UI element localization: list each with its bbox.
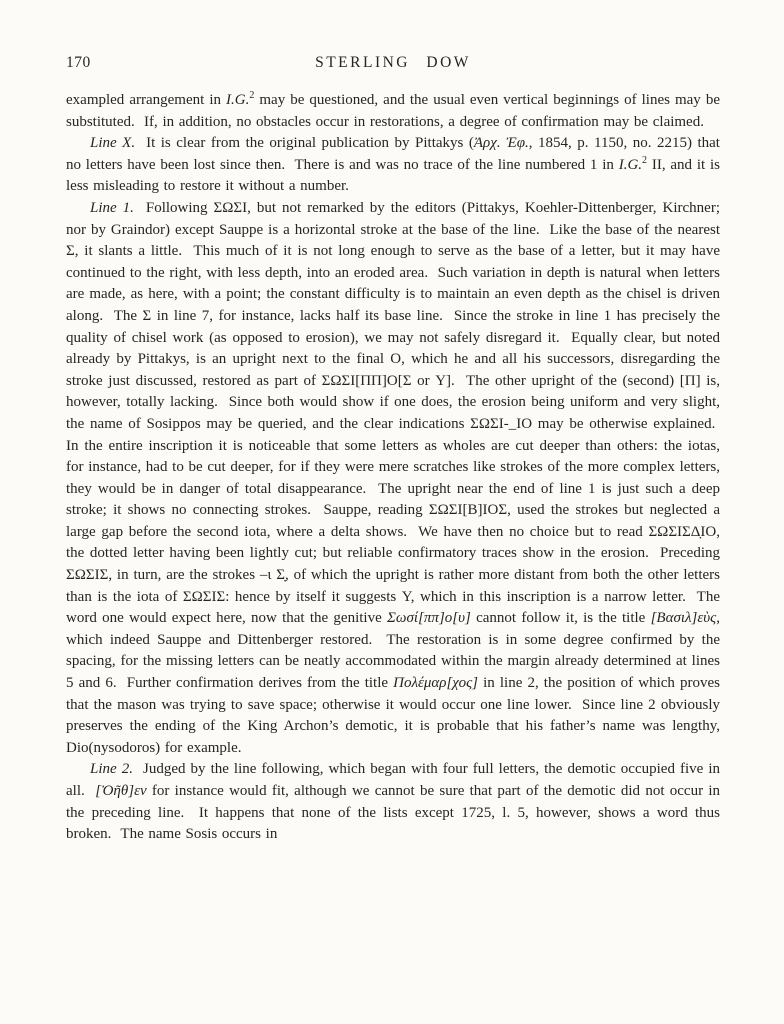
text-run: for instance would fit, although we cannot be sure that part of the demotic did not occur in the preceding line. It happens that none of the lists except 1725, l. 5, however, shows a word thus broken. The name Sosis occurs in — [66, 783, 721, 843]
italic-text-run: Line 1. — [90, 199, 134, 216]
italic-text-run: [Ὀῆθ]εν — [95, 783, 147, 799]
page-body — [66, 90, 720, 846]
text-run: may be questioned, and the usual even vertical beginnings of lines may be substituted. If, in addition, no obstacles occur in restorations, a degree of confirmation may be claimed. — [66, 92, 720, 130]
text-run: Judged by the line following, which began with four full letters, the demotic occupied five in all. — [66, 761, 720, 799]
paragraph — [66, 90, 720, 133]
text-run: in line 2, the position of which proves that the mason was trying to save space; otherwise it would occur one line lower. Since line 2 obviously preserves the ending of the King Archon’s demotic, it is probable that his father’s name was lengthy, Dio(nysodoros) for example. — [66, 675, 720, 756]
text-run: exampled arrangement in — [66, 92, 227, 108]
superscript-run: 2 — [642, 154, 648, 166]
paragraph — [66, 759, 720, 845]
page-number: 170 — [66, 54, 91, 71]
italic-text-run: Σωσί[ππ]ο[υ] — [387, 610, 471, 627]
running-head: STERLING DOW — [315, 54, 471, 71]
paragraph — [66, 198, 720, 759]
page-header — [66, 54, 720, 76]
italic-text-run: Line X. — [90, 135, 136, 152]
text-run: Following ΣΩΣΙ, but not remarked by the editors (Pittakys, Koehler-Dittenberger, Kirchner; nor by Graindor) except Sauppe is a horizontal stroke at the base of the line. Like the base of the nearest Σ, it slants a little. This much of it is not long enough to serve as the base of a letter, but it may have continued to the right, with less depth, into an eroded area. Such variation in depth is natural when letters are made, as here, with a point; the constant difficulty is to maintain an even depth as the chisel is driven along. The Σ in line 7, for instance, lacks half its base line. Since the stroke in line 1 has precisely the quality of chisel work (as opposed to erosion), we may not safely disregard it. Equally clear, but noted already by Pittakys, is an upright next to the final O, which he and all his successors, disregarding the stroke just discussed, restored as part of ΣΩΣΙ[ΠΠ]Ο[Σ or Υ]. The other upright of the (second) [Π] is, however, totally lacking. Since both would show if one does, the erosion being uniform and very slight, the name of Sosippos may be queried, and the clear indications ΣΩΣΙ-_ΙΟ may be otherwise explained. In the entire inscription it is noticeable that some letters as wholes are cut deeper than others: the iotas, for instance, had to be cut deeper, for if they were mere scratches like strokes of the more complex letters, they would be in danger of total disappearance. The upright near the end of line 1 is just such a deep stroke; it shows no connecting strokes. Sauppe, reading ΣΩΣΙ[Β]ΙΟΣ, used the strokes but neglected a large gap before the second iota, where a delta shows. We have then no choice but to read ΣΩΣΙΣΔ̣ΙΟ, the dotted letter having been lightly cut; but reliable confirmatory traces show in the erosion. Preceding ΣΩΣΙΣ, in turn, are the strokes –ι Σ̣, of which the upright is rather more distant from both the other letters than is the iota of ΣΩΣΙΣ: hence by itself it suggests Υ, which in this inscription is a narrow letter. The word one would expect here, now that the genitive — [66, 199, 721, 627]
text-run: II, and it is less misleading to restore it without a number. — [66, 156, 720, 195]
italic-text-run: I.G. — [226, 92, 250, 108]
italic-text-run: Ἀρχ. Ἐφ. — [473, 135, 529, 152]
text-run: cannot follow it, is the title — [470, 610, 651, 627]
text-run: , which indeed Sauppe and Dittenberger restored. The restoration is in some degree confirmed by the spacing, for the missing letters can be neatly accommodated within the margin already determined at lines 5 and 6. Further confirmation derives from the title — [66, 610, 720, 692]
superscript-run: 2 — [249, 90, 255, 101]
italic-text-run: Πολέμαρ[χος] — [393, 675, 479, 692]
paragraph — [66, 133, 720, 198]
text-run: It is clear from the original publication by Pittakys ( — [135, 135, 474, 152]
italic-text-run: Line 2. — [90, 761, 133, 778]
italic-text-run: I.G. — [618, 156, 643, 173]
text-run: , 1854, p. 1150, no. 2215) that no letters have been lost since then. There is and was no trace of the line numbered 1 in — [66, 135, 720, 173]
italic-text-run: [Βασιλ]εὺς — [650, 610, 717, 627]
